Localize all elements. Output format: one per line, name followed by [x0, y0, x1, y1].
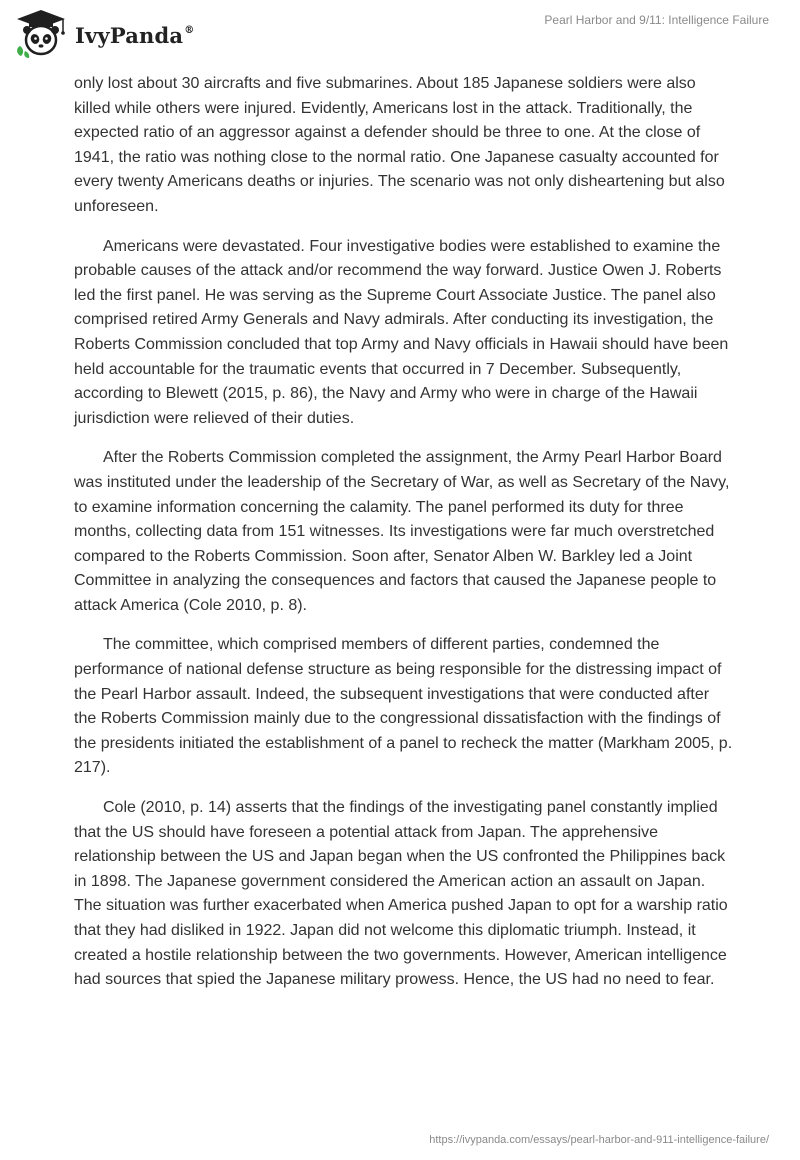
page-header — [0, 0, 800, 72]
essay-body — [74, 72, 734, 1008]
source-url[interactable]: https://ivypanda.com/essays/pearl-harbor-and-911-intelligence-failure/ — [429, 1134, 769, 1146]
paragraph: The committee, which comprised members of different parties, condemned the performance of national defense structure as being responsible for the distressing impact of the Pearl Harbor assault. Indeed, the subsequent investigations that were conducted after the Roberts Commission mainly due to the congressional dissatisfaction with the findings of the presidents initiated the establishment of a panel to recheck the matter (Markham 2005, p. 217). — [74, 636, 733, 777]
paragraph: only lost about 30 aircrafts and five submarines. About 185 Japanese soldiers were also killed while others were injured. Evidently, Americans lost in the attack. Traditionally, the expected ratio of an aggressor against a defender should be three to one. At the close of 1941, the ratio was nothing close to the normal ratio. One Japanese casualty accounted for every twenty Americans deaths or injuries. The scenario was not only disheartening but also unforeseen. — [74, 75, 725, 215]
paragraph: After the Roberts Commission completed the assignment, the Army Pearl Harbor Board was instituted under the leadership of the Secretary of War, as well as Secretary of the Navy, to examine information concerning the calamity. The panel performed its duty for three months, collecting data from 151 witnesses. Its investigations were far much overstretched compared to the Roberts Commission. Soon after, Senator Alben W. Barkley led a Joint Committee in analyzing the consequences and factors that caused the Japanese people to attack America (Cole 2010, p. 8). — [74, 449, 730, 614]
logo-text: IvyPanda® — [75, 22, 195, 48]
document-title: Pearl Harbor and 9/11: Intelligence Failure — [544, 13, 769, 27]
logo[interactable] — [14, 8, 194, 58]
paragraph: Cole (2010, p. 14) asserts that the findings of the investigating panel constantly implied that the US should have foreseen a potential attack from Japan. The apprehensive relationship between the US and Japan began when the US confronted the Philippines back in 1898. The Japanese government considered the American action an assault on Japan. The situation was further exacerbated when America pushed Japan to opt for a warship ratio that they had disliked in 1922. Japan did not welcome this diplomatic triumph. Instead, it created a hostile relationship between the two governments. However, American intelligence had sources that spied the Japanese military prowess. Hence, the US had no need to fear. — [74, 799, 728, 989]
paragraph: Americans were devastated. Four investigative bodies were established to examine the probable causes of the attack and/or recommend the way forward. Justice Owen J. Roberts led the first panel. He was serving as the Supreme Court Associate Justice. The panel also comprised retired Army Generals and Navy admirals. After conducting its investigation, the Roberts Commission concluded that top Army and Navy officials in Hawaii should have been held accountable for the traumatic events that occurred in 7 December. Subsequently, according to Blewett (2015, p. 86), the Navy and Army who were in charge of the Hawaii jurisdiction were relieved of their duties. — [74, 237, 729, 427]
panda-graduation-cap-icon — [14, 8, 68, 58]
